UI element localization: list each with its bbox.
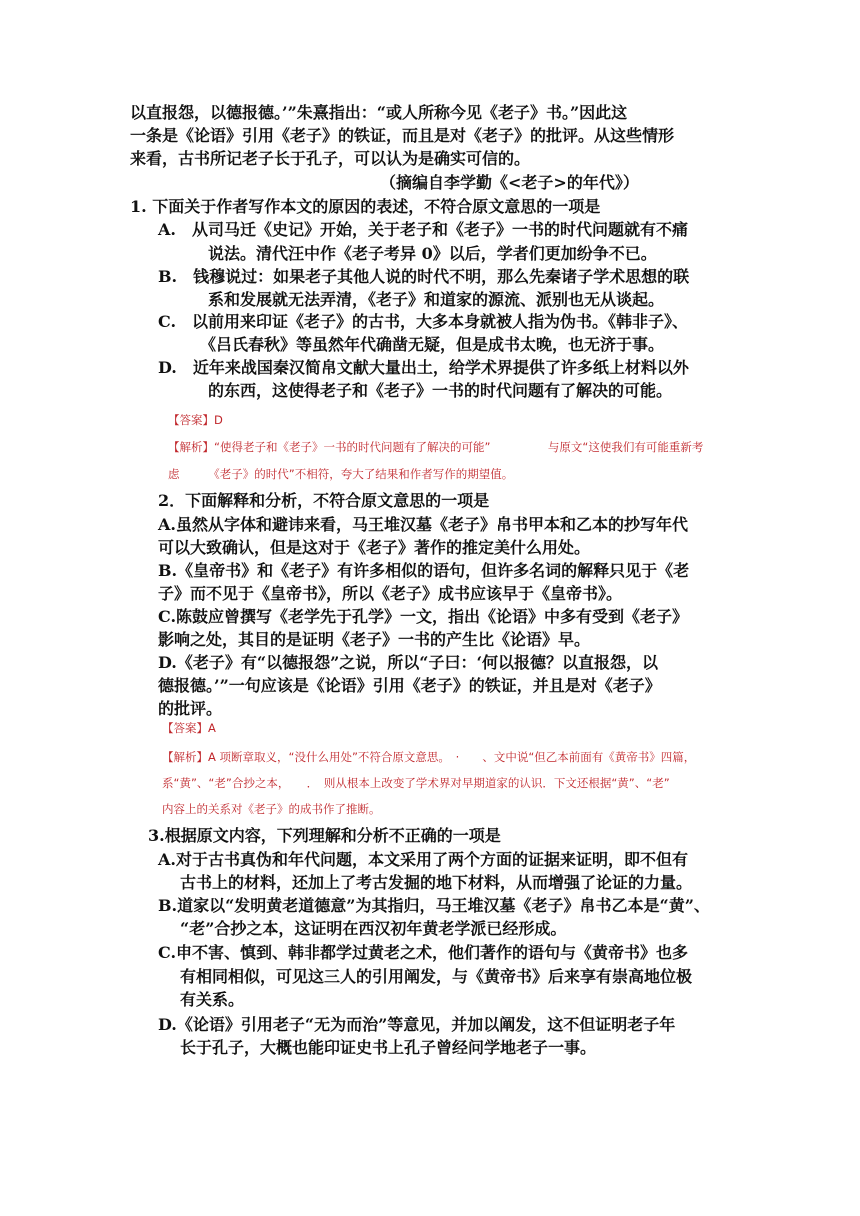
q2-line: 可以大致确认，但是这对于《老子》著作的推定美什么用处。 [158,538,591,557]
q3-option-a: A.对于古书真伪和年代问题，本文采用了两个方面的证据来证明，即不但有 [158,850,688,869]
q2-analysis-line: 【解析】A 项断章取义，“没什么用处”不符合原文意思。 · 、文中说“但乙本前面有《黄帝书》四篇， [162,750,696,764]
q1-answer: 【答案】D [168,413,223,427]
q3-option-d: D.《论语》引用老子“无为而治”等意见，并加以阐发，这不但证明老子年 [158,1015,676,1034]
q1-option-a: A. 从司马迁《史记》开始，关于老子和《老子》一书的时代问题就有不痛 [158,220,688,239]
q2-line: 子》而不见于《皇帝书》，所以《老子》成书应该早于《皇帝书》。 [158,584,623,603]
q2-line: A.虽然从字体和避讳来看，马王堆汉墓《老子》帛书甲本和乙本的抄写年代 [158,515,688,534]
q2-answer: 【答案】A [162,721,216,735]
intro-line: 以直报怨，以德报德。’”朱熹指出：“或人所称今见《老子》书。”因此这 [130,103,628,122]
q3-option-b-cont: “老”合抄之本，这证明在西汉初年黄老学派已经形成。 [180,919,567,938]
q1-analysis-line: 【解析】“使得老子和《老子》一书的时代问题有了解决的可能” 与原文“这使我们有可能重新考 [168,440,704,454]
q1-option-c-cont: 《吕氏春秋》等虽然年代确凿无疑，但是成书太晚，也无济于事。 [200,335,665,354]
q2-line: B.《皇帝书》和《老子》有许多相似的语句，但许多名词的解释只见于《老 [158,561,690,580]
q1-option-c: C. 以前用来印证《老子》的古书，大多本身就被人指为伪书。《韩非子》、 [158,312,689,331]
q2-line: 的批评。 [158,699,223,718]
question-3-stem: 3.根据原文内容，下列理解和分析不正确的一项是 [148,826,501,845]
q3-option-a-cont: 古书上的材料，还加上了考古发掘的地下材料，从而增强了论证的力量。 [180,873,693,892]
q3-option-d-cont: 长于孔子，大概也能印证史书上孔子曾经问学地老子一事。 [180,1038,597,1057]
q2-analysis-line: 系“黄”、“老”合抄之本， ． 则从根本上改变了学术界对早期道家的认识．下文还根据“黄”、“老” [162,776,670,790]
source-citation: （摘编自李学勤《<老子>的年代》） [380,173,639,192]
q1-option-a-cont: 说法。清代汪中作《老子考异 0》以后，学者们更加纷争不已。 [208,244,657,263]
intro-line: 来看，古书所记老子长于孔子，可以认为是确实可信的。 [130,149,531,168]
q1-analysis-line: 虑 《老子》的时代”不相符，夸大了结果和作者写作的期望值。 [168,467,514,481]
question-1-stem: 1. 下面关于作者写作本文的原因的表述，不符合原文意思的一项是 [130,197,601,216]
q3-option-c: C.申不害、慎到、韩非都学过黄老之术，他们著作的语句与《黄帝书》也多 [158,943,689,962]
q1-option-d: D. 近年来战国秦汉简帛文献大量出土，给学术界提供了许多纸上材料以外 [158,358,689,377]
q3-option-c-cont: 有关系。 [180,990,245,1009]
q1-option-b-cont: 系和发展就无法弄清，《老子》和道家的源流、派别也无从谈起。 [208,290,665,309]
q2-line: 影响之处，其目的是证明《老子》一书的产生比《论语》早。 [158,630,591,649]
q2-line: C.陈鼓应曾撰写《老学先于孔学》一文，指出《论语》中多有受到《老子》 [158,607,689,626]
q2-analysis-line: 内容上的关系对《老子》的成书作了推断。 [162,802,381,816]
q3-option-b: B.道家以“发明黄老道德意”为其指归，马王堆汉墓《老子》帛书乙本是“黄”、 [158,896,710,915]
intro-line: 一条是《论语》引用《老子》的铁证，而且是对《老子》的批评。从这些情形 [130,126,675,145]
q1-option-d-cont: 的东西，这使得老子和《老子》一书的时代问题有了解决的可能。 [208,381,673,400]
q3-option-c-cont: 有相同相似，可见这三人的引用阐发，与《黄帝书》后来享有崇高地位极 [180,967,693,986]
question-2-stem: 2．下面解释和分析，不符合原文意思的一项是 [158,491,490,510]
q2-line: 德报德。’”一句应该是《论语》引用《老子》的铁证，并且是对《老子》 [158,676,661,695]
q1-option-b: B. 钱穆说过：如果老子其他人说的时代不明，那么先秦诸子学术思想的联 [158,267,690,286]
q2-line: D.《老子》有“以德报怨”之说，所以“子曰：‘何以报德？以直报怨，以 [158,653,659,672]
